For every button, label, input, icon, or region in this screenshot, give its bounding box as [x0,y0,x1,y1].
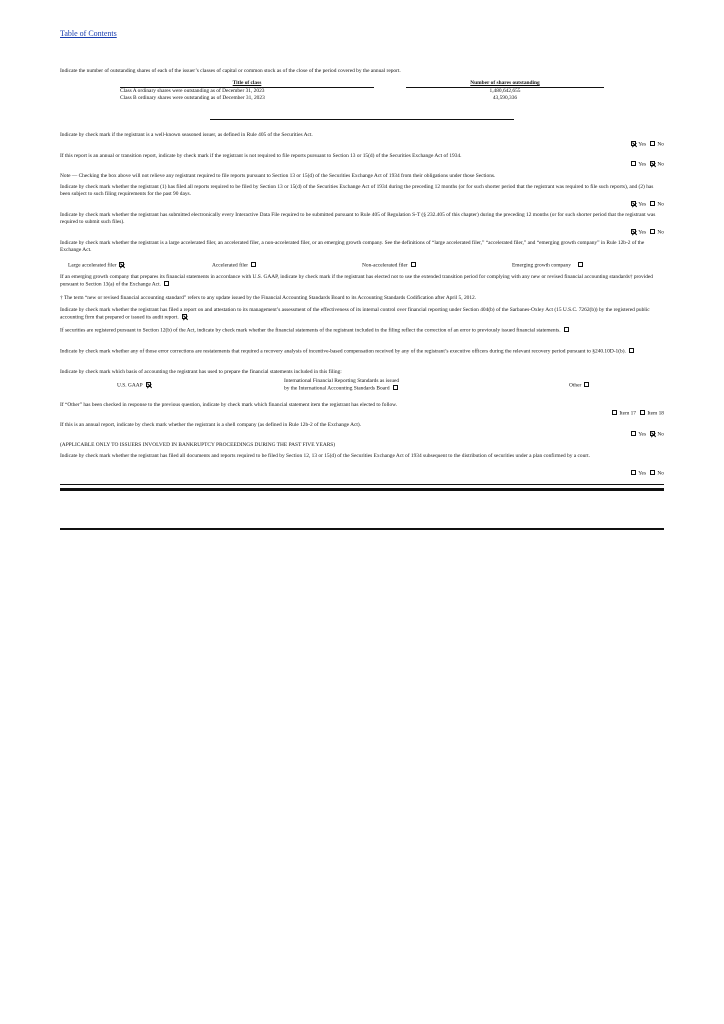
answer-filed-reports [628,201,664,209]
question-wksi: Indicate by check mark if the registrant is a well-known seasoned issuer, as defined in Rule 405 of the Securities Act. [60,132,313,138]
yes-label: Yes [638,161,647,168]
answer-wksi [628,141,664,149]
other-label: Other [569,382,582,389]
option-us-gaap [117,382,153,390]
table-of-contents-link[interactable]: Table of Contents [60,29,117,38]
yes-label: Yes [638,229,647,236]
error-correction-text: If securities are registered pursuant to Section 12(b) of the Act, indicate by check mark whether the financial statements of the registrant included in the filing reflect the correction of an error to previously issued financial statements. [60,327,561,334]
option-emerging-growth-company [512,262,585,270]
item-17-label: Item 17 [619,410,637,417]
question-interactive-data: Indicate by check mark whether the registrant has submitted electronically every Interactive Data File required to be submitted pursuant to Rule 405 of Regulation S-T (§ 232.405 of this chapter) during the preceding 12 months (or for such shorter period that the registrant was required to submit such files). [60,212,656,225]
answer-bankruptcy [628,470,664,478]
yes-label: Yes [638,141,647,148]
answer-interactive-data [628,229,664,237]
outstanding-shares-intro: Indicate the number of outstanding shares of each of the issuer’s classes of capital or common stock as of the close of the period covered by the annual report. [60,68,401,74]
no-label: No [657,201,664,208]
table-row-class-b-title: Class B ordinary shares were outstanding as of December 31, 2023 [120,95,265,101]
table-header-shares-outstanding: Number of shares outstanding [470,80,540,86]
no-checkbox[interactable] [650,141,655,146]
non-accelerated-filer-checkbox[interactable] [411,262,416,267]
answer-not-required [628,161,664,169]
yes-checkbox[interactable] [631,201,636,206]
question-icfr-attestation [60,307,664,322]
page-rule-thin [60,484,664,485]
no-label: No [657,141,664,148]
option-non-accelerated-filer [362,262,418,270]
no-checkbox[interactable] [650,201,655,206]
page-rule-thick [60,488,664,491]
answer-shell-company [628,431,664,439]
shares-table [120,80,604,108]
no-checkbox[interactable] [650,229,655,234]
no-label: No [657,229,664,236]
accelerated-filer-checkbox[interactable] [251,262,256,267]
question-not-required: If this report is an annual or transition report, indicate by check mark if the registrant is not required to file reports pursuant to Section 13 or 15(d) of the Securities Exchange Act of 1934. [60,153,462,159]
yes-label: Yes [638,201,647,208]
no-checkbox[interactable] [650,431,655,436]
yes-checkbox[interactable] [631,431,636,436]
table-row-class-a-count: 1,480,642,655 [489,88,521,94]
us-gaap-checkbox[interactable] [146,382,151,387]
question-accounting-basis: Indicate by check mark which basis of accounting the registrant has used to prepare the financial statements included in this filing: [60,369,342,375]
yes-checkbox[interactable] [631,229,636,234]
section-divider [210,119,514,120]
icfr-checkbox[interactable] [182,314,187,319]
egc-transition-text: If an emerging growth company that prepares its financial statements in accordance with U.S. GAAP, indicate by check mark if the registrant has elected not to use the extended transition period for complying with any new or revised financial accounting standards† provided pursuant to Section 13(a) of the Exchange Act. [60,274,653,288]
egc-transition-checkbox[interactable] [164,281,169,286]
error-correction-checkbox[interactable] [564,327,569,332]
question-filed-reports: Indicate by check mark whether the registrant (1) has filed all reports required to be filed by Section 13 or 15(d) of the Securities Exchange Act of 1934 during the preceding 12 months (or for such shorter period that the registrant was required to file such reports), and (2) has been subject to such filing requirements for the past 90 days. [60,184,654,197]
option-other [569,382,591,390]
large-accelerated-filer-checkbox[interactable] [119,262,124,267]
yes-checkbox[interactable] [631,470,636,475]
question-shell-company: If this is an annual report, indicate by check mark whether the registrant is a shell company (as defined in Rule 12b-2 of the Exchange Act). [60,422,362,428]
no-checkbox[interactable] [650,161,655,166]
question-error-correction [60,327,664,335]
yes-checkbox[interactable] [631,161,636,166]
yes-checkbox[interactable] [631,141,636,146]
option-large-accelerated-filer [68,262,126,270]
page-break-rule [60,528,664,530]
item-17-checkbox[interactable] [612,410,617,415]
item-18-checkbox[interactable] [640,410,645,415]
question-bankruptcy: Indicate by check mark whether the registrant has filed all documents and reports required to be filed by Section 12, 13 or 15(d) of the Securities Exchange Act of 1934 subsequent to the distribution of securities under a plan confirmed by a court. [60,453,590,459]
option-ifrs [284,378,400,393]
note-text: Note — Checking the box above will not relieve any registrant required to file reports pursuant to Section 13 or 15(d) of the Securities Exchange Act of 1934 from their obligations under those Sections. [60,173,496,179]
table-header-title-of-class: Title of class [232,80,262,86]
restatement-checkbox[interactable] [629,348,634,353]
no-label: No [657,431,664,438]
question-restatement [60,348,664,356]
no-label: No [657,470,664,477]
restatement-text: Indicate by check mark whether any of those error corrections are restatements that required a recovery analysis of incentive-based compensation received by any of the registrant’s executive officers during the relevant recovery period pursuant to §240.10D-1(b). [60,348,626,355]
option-accelerated-filer [212,262,258,270]
question-filer-type: Indicate by check mark whether the registrant is a large accelerated filer, an accelerated filer, a non-accelerated filer, or an emerging growth company. See the definitions of “large accelerated filer,” “accelerated filer,” and “emerging growth company” in Rule 12b-2 of the Exchange Act. [60,240,645,253]
question-other-item: If “Other” has been checked in response to the previous question, indicate by check mark which financial statement item the registrant has elected to follow. [60,402,398,408]
accelerated-filer-label: Accelerated filer [212,262,249,269]
icfr-text: Indicate by check mark whether the registrant has filed a report on and attestation to its management’s assessment of the effectiveness of its internal control over financial reporting under Section 404(b) of the Sarbanes-Oxley Act (15 U.S.C. 7262(b)) by the registered public accounting firm that prepared or issued its audit report. [60,307,650,321]
table-row-class-a-title: Class A ordinary shares were outstanding as of December 31, 2023 [120,88,265,94]
non-accelerated-filer-label: Non-accelerated filer [362,262,408,269]
large-accelerated-filer-label: Large accelerated filer [68,262,117,269]
emerging-growth-company-checkbox[interactable] [578,262,583,267]
no-label: No [657,161,664,168]
ifrs-label-line1: International Financial Reporting Standards as issued [284,378,400,384]
yes-label: Yes [638,431,647,438]
answer-other-item [609,410,664,418]
us-gaap-label: U.S. GAAP [117,382,143,389]
bankruptcy-heading: (APPLICABLE ONLY TO ISSUERS INVOLVED IN BANKRUPTCY PROCEEDINGS DURING THE PAST FIVE YEARS) [60,442,336,448]
table-row-class-b-count: 43,590,336 [492,95,518,101]
ifrs-label-line2: by the International Accounting Standards Board [284,385,390,392]
no-checkbox[interactable] [650,470,655,475]
ifrs-label-line2-row [284,385,400,393]
item-18-label: Item 18 [647,410,664,417]
ifrs-checkbox[interactable] [393,385,398,390]
yes-label: Yes [638,470,647,477]
emerging-growth-company-label: Emerging growth company [512,262,571,269]
other-checkbox[interactable] [584,382,589,387]
dagger-footnote: † The term “new or revised financial accounting standard” refers to any update issued by the Financial Accounting Standards Board to its Accounting Standards Codification after April 5, 2012. [60,295,477,301]
question-egc-transition [60,274,664,289]
